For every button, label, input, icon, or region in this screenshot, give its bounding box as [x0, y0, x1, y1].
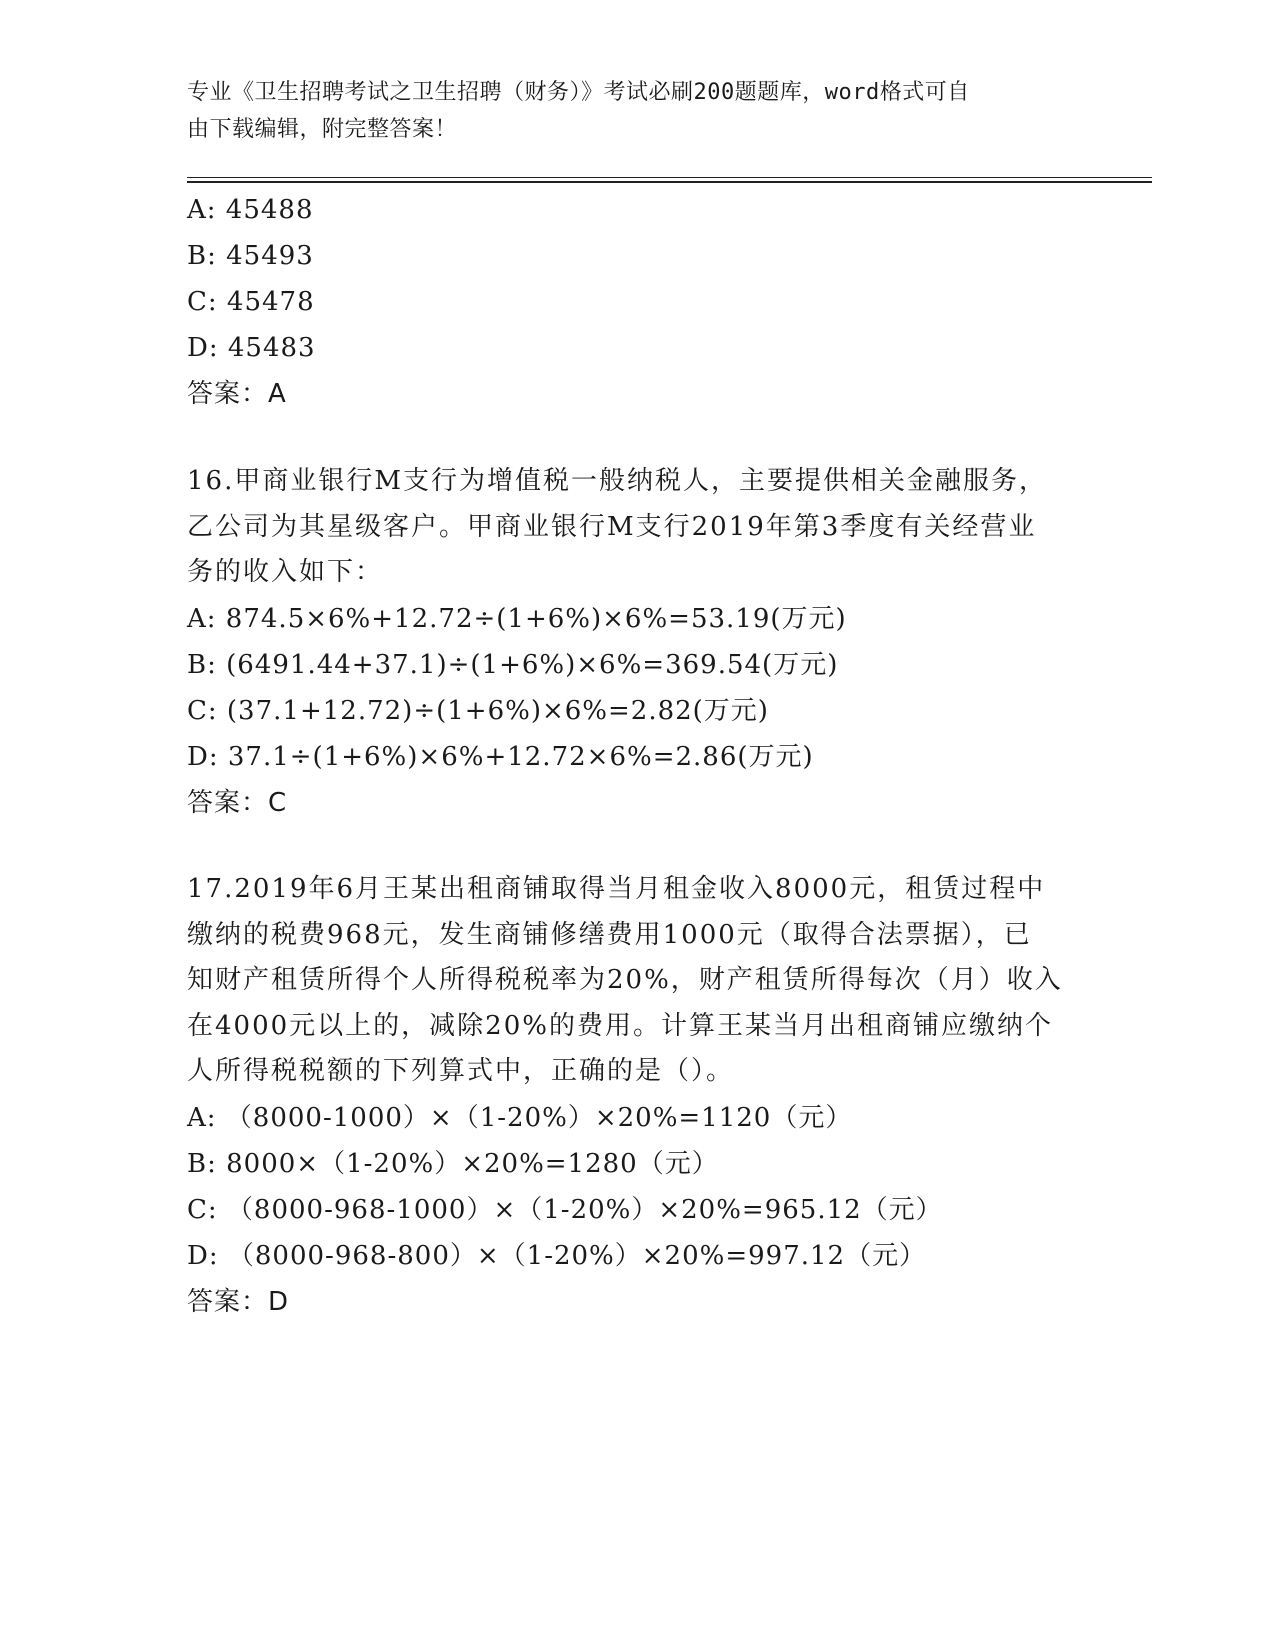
question-stem-line: 17.2019年6月王某出租商铺取得当月租金收入8000元，租赁过程中 — [187, 874, 1046, 904]
option-c: C: （8000-968-1000）×（1-20%）×20%=965.12（元） — [187, 1194, 943, 1225]
option-b: B: 8000×（1-20%）×20%=1280（元） — [187, 1148, 719, 1179]
option-a: A: 874.5×6%+12.72÷(1+6%)×6%=53.19(万元) — [187, 603, 847, 634]
question-stem-line: 乙公司为其星级客户。甲商业银行M支行2019年第3季度有关经营业 — [187, 511, 1037, 542]
document-header — [187, 74, 1067, 148]
option-b: B: 45493 — [187, 241, 314, 271]
option-d: D: （8000-968-800）×（1-20%）×20%=997.12（元） — [187, 1240, 927, 1271]
option-c: C: (37.1+12.72)÷(1+6%)×6%=2.82(万元) — [187, 695, 769, 726]
answer-line: 答案：A — [187, 379, 287, 409]
question-stem-line: 缴纳的税费968元，发生商铺修缮费用1000元（取得合法票据），已 — [187, 919, 1032, 950]
option-c: C: 45478 — [187, 287, 315, 317]
option-b: B: (6491.44+37.1)÷(1+6%)×6%=369.54(万元) — [187, 649, 839, 680]
answer-line: 答案：D — [187, 1286, 290, 1317]
question-16 — [187, 459, 1087, 826]
option-d: D: 45483 — [187, 333, 316, 363]
question-stem-line: 务的收入如下： — [187, 557, 384, 587]
option-a: A: （8000-1000）×（1-20%）×20%=1120（元） — [187, 1102, 853, 1133]
question-15-options — [187, 187, 1087, 417]
header-divider-thick — [187, 181, 1152, 183]
question-stem-line: 知财产租赁所得个人所得税税率为20%，财产租赁所得每次（月）收入 — [187, 965, 1063, 995]
header-divider-thin — [187, 177, 1152, 178]
option-a: A: 45488 — [187, 195, 314, 225]
question-stem-line: 16.甲商业银行M支行为增值税一般纳税人，主要提供相关金融服务， — [187, 466, 1047, 496]
question-stem-line: 人所得税税额的下列算式中，正确的是（）。 — [187, 1056, 735, 1086]
answer-line: 答案：C — [187, 787, 288, 818]
header-title-line-1: 专业《卫生招聘考试之卫生招聘（财务）》考试必刷200题题库，word格式可自 — [187, 80, 970, 105]
question-17 — [187, 867, 1087, 1325]
option-d: D: 37.1÷(1+6%)×6%+12.72×6%=2.86(万元) — [187, 741, 814, 772]
question-stem-line: 在4000元以上的，减除20%的费用。计算王某当月出租商铺应缴纳个 — [187, 1010, 1053, 1041]
header-title-line-2: 由下载编辑，附完整答案！ — [187, 117, 458, 142]
